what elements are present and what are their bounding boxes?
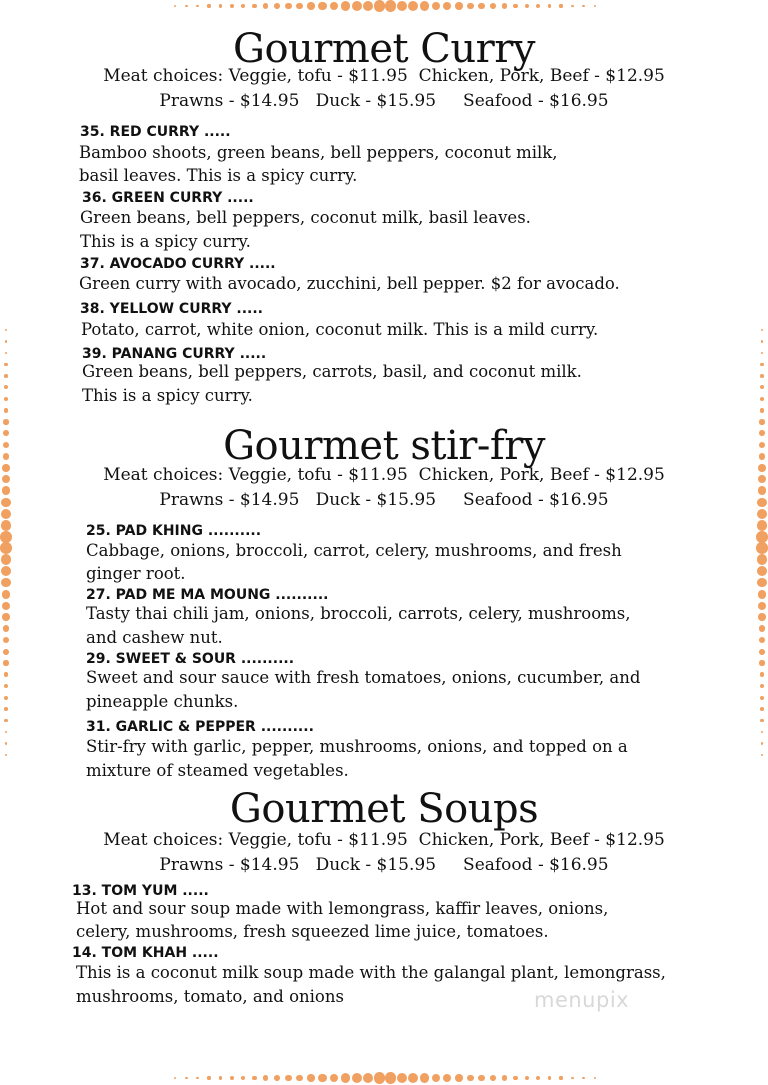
border-dot	[455, 1074, 463, 1082]
border-dot	[559, 1076, 562, 1079]
border-dot	[760, 363, 763, 366]
border-dot	[757, 509, 767, 519]
border-dot	[4, 363, 7, 366]
border-dot	[385, 1072, 397, 1084]
border-dot	[760, 408, 765, 413]
border-dot	[759, 649, 765, 655]
border-dot	[363, 1073, 374, 1084]
border-dot	[374, 1072, 386, 1084]
border-dot	[352, 1073, 362, 1083]
border-dot	[761, 340, 764, 343]
border-dot	[1, 509, 11, 519]
border-dot	[5, 352, 8, 355]
border-dot	[352, 1, 362, 11]
menu-item-desc: This is a spicy curry.	[80, 232, 251, 251]
border-dot	[252, 1076, 257, 1081]
menu-item-desc: basil leaves. This is a spicy curry.	[79, 166, 358, 185]
menu-item-name: 39. PANANG CURRY .....	[82, 346, 267, 362]
border-dot	[318, 1074, 326, 1082]
border-dot	[443, 2, 451, 10]
border-dot	[5, 340, 8, 343]
border-dot	[536, 1076, 540, 1080]
border-dot	[263, 3, 268, 8]
border-dot	[4, 672, 9, 677]
menu-item-name: 31. GARLIC & PEPPER ..........	[86, 719, 314, 735]
border-dot	[185, 5, 188, 8]
border-dot	[285, 1075, 291, 1081]
border-dot	[571, 5, 574, 8]
border-dot	[582, 1077, 585, 1080]
menu-item-name: 37. AVOCADO CURRY .....	[80, 256, 276, 272]
menu-item-desc: Stir-fry with garlic, pepper, mushrooms, onions, and topped on a	[86, 737, 628, 756]
soups-price-line-2: Prawns - $14.95 Duck - $15.95 Seafood - $16.95	[159, 855, 609, 875]
border-dot	[296, 3, 303, 10]
menu-item-desc: This is a spicy curry.	[82, 386, 253, 405]
border-dot	[760, 719, 763, 722]
border-dot	[1, 520, 12, 531]
border-dot	[761, 731, 764, 734]
menu-item-desc: This is a coconut milk soup made with the galangal plant, lemongrass,	[76, 963, 666, 982]
border-dot	[525, 1076, 529, 1080]
border-dot	[219, 4, 223, 8]
border-dot	[594, 1077, 597, 1080]
menu-item-name: 13. TOM YUM .....	[72, 883, 209, 899]
menu-item-desc: Potato, carrot, white onion, coconut milk. This is a mild curry.	[81, 320, 599, 339]
border-dot	[1, 554, 12, 565]
border-dot	[330, 1074, 339, 1083]
border-dot	[760, 707, 764, 711]
border-dot	[307, 1074, 315, 1082]
menu-item-name: 35. RED CURRY .....	[80, 124, 231, 140]
border-dot	[341, 1073, 350, 1082]
border-dot	[285, 3, 291, 9]
border-dot	[4, 696, 8, 700]
border-dot	[207, 1076, 210, 1079]
soups-price-line-1: Meat choices: Veggie, tofu - $11.95 Chicken, Pork, Beef - $12.95	[103, 830, 665, 850]
border-dot	[478, 1075, 484, 1081]
border-dot	[548, 1076, 552, 1080]
border-dot	[241, 1076, 245, 1080]
border-dot	[3, 660, 8, 665]
border-dot	[548, 4, 552, 8]
border-dot	[2, 602, 10, 610]
border-dot	[330, 2, 339, 11]
border-dot	[341, 1, 350, 10]
border-dot	[408, 1073, 418, 1083]
menu-item-desc: Green beans, bell peppers, coconut milk, basil leaves.	[80, 208, 531, 227]
border-dot	[490, 1075, 496, 1081]
border-dot	[3, 637, 9, 643]
menu-item-name: 27. PAD ME MA MOUNG ..........	[86, 587, 329, 603]
border-dot	[513, 1076, 518, 1081]
border-dot	[760, 684, 764, 688]
border-dot	[758, 602, 766, 610]
border-dot	[4, 707, 8, 711]
border-dot	[374, 0, 386, 12]
menu-item-desc: Hot and sour soup made with lemongrass, kaffir leaves, onions,	[76, 899, 609, 918]
border-dot	[455, 2, 463, 10]
border-dot	[761, 352, 764, 355]
border-dot	[1, 566, 11, 576]
menu-item-desc: Green beans, bell peppers, carrots, basil, and coconut milk.	[82, 362, 582, 381]
border-dot	[757, 566, 767, 576]
border-dot	[4, 385, 8, 389]
border-dot	[2, 613, 10, 621]
border-dot	[230, 1076, 234, 1080]
border-dot	[760, 385, 764, 389]
border-dot	[467, 1075, 474, 1082]
border-dot	[5, 731, 8, 734]
border-dot	[241, 4, 245, 8]
menu-item-desc: Cabbage, onions, broccoli, carrot, celery, mushrooms, and fresh	[86, 541, 622, 560]
border-dot	[5, 329, 8, 332]
border-dot	[759, 637, 765, 643]
border-dot	[174, 5, 177, 8]
border-dot	[420, 1073, 429, 1082]
border-dot	[760, 672, 765, 677]
border-dot	[757, 578, 766, 587]
border-dot	[759, 660, 764, 665]
border-dot	[3, 649, 9, 655]
border-dot	[4, 408, 9, 413]
border-dot	[759, 625, 766, 632]
border-dot	[1, 578, 10, 587]
menu-item-desc: mixture of steamed vegetables.	[86, 761, 349, 780]
border-dot	[525, 4, 529, 8]
menu-item-desc: Tasty thai chili jam, onions, broccoli, carrots, celery, mushrooms,	[86, 604, 631, 623]
border-dot	[230, 4, 234, 8]
border-dot	[196, 5, 199, 8]
border-dot	[760, 374, 764, 378]
border-dot	[4, 684, 8, 688]
border-dot	[185, 1077, 188, 1080]
border-dot	[432, 1074, 441, 1083]
stirfry-section-title: Gourmet stir-fry	[223, 423, 545, 469]
border-dot	[490, 3, 496, 9]
border-dot	[536, 4, 540, 8]
border-dot	[307, 2, 315, 10]
border-dot	[756, 542, 768, 554]
border-dot	[385, 0, 397, 12]
border-dot	[502, 3, 507, 8]
menu-item-desc: mushrooms, tomato, and onions	[76, 987, 344, 1006]
stirfry-price-line-2: Prawns - $14.95 Duck - $15.95 Seafood - $16.95	[159, 490, 609, 510]
menu-item-desc: Bamboo shoots, green beans, bell peppers, coconut milk,	[79, 143, 558, 162]
border-dot	[274, 1075, 280, 1081]
border-dot	[274, 3, 280, 9]
border-dot	[467, 3, 474, 10]
border-dot	[3, 419, 8, 424]
border-dot	[0, 531, 12, 543]
menu-item-name: 25. PAD KHING ..........	[86, 523, 262, 539]
border-dot	[443, 1074, 451, 1082]
border-dot	[4, 397, 8, 401]
border-dot	[174, 1077, 177, 1080]
menu-item-name: 36. GREEN CURRY .....	[82, 190, 254, 206]
curry-price-line-1: Meat choices: Veggie, tofu - $11.95 Chicken, Pork, Beef - $12.95	[103, 66, 665, 86]
soups-section-title: Gourmet Soups	[229, 786, 539, 832]
border-dot	[432, 2, 441, 11]
border-dot	[408, 1, 418, 11]
border-dot	[296, 1075, 303, 1082]
border-dot	[758, 613, 766, 621]
border-dot	[513, 4, 518, 9]
border-dot	[318, 2, 326, 10]
watermark-logo: menupix	[534, 988, 630, 1012]
menu-item-desc: ginger root.	[86, 564, 186, 583]
border-dot	[559, 4, 562, 7]
menu-item-desc: celery, mushrooms, fresh squeezed lime juice, tomatoes.	[76, 922, 549, 941]
curry-price-line-2: Prawns - $14.95 Duck - $15.95 Seafood - $16.95	[159, 91, 609, 111]
border-dot	[758, 590, 767, 599]
border-dot	[207, 4, 210, 7]
border-dot	[571, 1077, 574, 1080]
border-dot	[582, 5, 585, 8]
stirfry-price-line-1: Meat choices: Veggie, tofu - $11.95 Chicken, Pork, Beef - $12.95	[103, 465, 665, 485]
border-dot	[3, 625, 10, 632]
border-dot	[0, 542, 12, 554]
border-dot	[594, 5, 597, 8]
border-dot	[397, 1073, 408, 1084]
border-dot	[478, 3, 484, 9]
border-dot	[363, 1, 374, 12]
border-dot	[760, 696, 764, 700]
border-dot	[761, 754, 764, 757]
border-dot	[760, 397, 764, 401]
border-dot	[757, 554, 768, 565]
menu-item-desc: Sweet and sour sauce with fresh tomatoes, onions, cucumber, and	[86, 668, 641, 687]
menu-item-desc: Green curry with avocado, zucchini, bell pepper. $2 for avocado.	[79, 274, 620, 293]
border-dot	[761, 742, 764, 745]
border-dot	[502, 1075, 507, 1080]
border-dot	[196, 1077, 199, 1080]
border-dot	[761, 329, 764, 332]
border-dot	[263, 1075, 268, 1080]
border-dot	[397, 1, 408, 12]
menu-item-name: 29. SWEET & SOUR ..........	[86, 651, 295, 667]
border-dot	[252, 4, 257, 9]
border-dot	[759, 419, 764, 424]
border-dot	[2, 590, 11, 599]
border-dot	[757, 520, 768, 531]
border-dot	[5, 754, 8, 757]
border-dot	[4, 374, 8, 378]
menu-item-desc: and cashew nut.	[86, 628, 223, 647]
border-dot	[219, 1076, 223, 1080]
curry-section-title: Gourmet Curry	[232, 26, 535, 72]
menu-item-name: 14. TOM KHAH .....	[72, 945, 219, 961]
menu-item-name: 38. YELLOW CURRY .....	[80, 301, 263, 317]
border-dot	[4, 719, 7, 722]
border-dot	[420, 1, 429, 10]
border-dot	[5, 742, 8, 745]
border-dot	[756, 531, 768, 543]
menu-item-desc: pineapple chunks.	[86, 692, 239, 711]
